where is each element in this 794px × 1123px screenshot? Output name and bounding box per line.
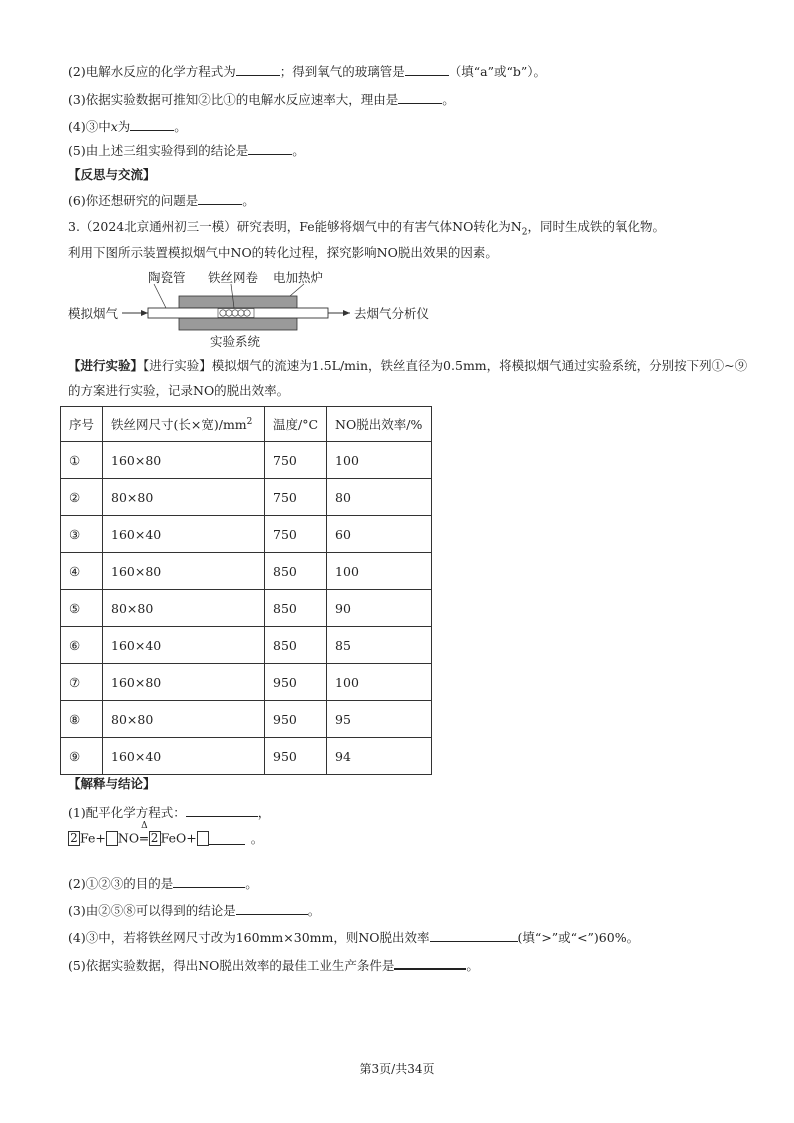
table-row: ④ 160×80 850 100 [61,553,432,590]
coef-box-fe[interactable]: 2 [68,831,80,846]
q2-line-2: (2)电解水反应的化学方程式为 ；得到氧气的玻璃管是 （填“a”或“b”）。 [68,64,547,79]
header-cell: 序号 [61,407,103,442]
header-cell: 铁丝网尺寸(长×宽)$/mm^2$ [103,407,265,442]
label-furnace: 电加热炉 [273,270,324,285]
balance-equation: 2 Fe+ NO Δ ═ 2 FeO+ 。 [68,829,263,855]
q2-line-5: (5)由上述三组实验得到的结论是 。 [68,143,305,158]
answer-blank[interactable] [405,62,449,76]
answer-blank[interactable] [198,191,242,205]
header-cell: 温度/°C [265,407,327,442]
answer-blank[interactable] [398,90,442,104]
heat-condition: Δ ═ [140,821,148,846]
page-footer: 第3页/共34页 [359,1062,435,1076]
label-simulated-gas: 模拟烟气 [68,306,119,321]
table-row: ⑤ 80×80 850 90 [61,590,432,627]
answer-blank[interactable] [236,62,280,76]
inlet-arrow-icon [141,310,148,316]
furnace-bottom [179,318,297,330]
c-line-2: (2)①②③的目的是 。 [68,876,258,891]
q2-line-6: (6)你还想研究的问题是 。 [68,193,255,208]
table-row: ⑨ 160×40 950 94 [61,738,432,775]
table-row: ⑦ 160×80 950 100 [61,664,432,701]
table-row: ⑥ 160×40 850 85 [61,627,432,664]
table-row: ③ 160×40 750 60 [61,516,432,553]
answer-blank[interactable] [394,955,466,970]
table-row: ① 160×80 750 100 [61,442,432,479]
reflect-heading: 【反思与交流】 [68,167,156,182]
label-iron-mesh: 铁丝网卷 [208,270,259,285]
coef-box-no[interactable] [106,831,118,846]
answer-blank[interactable] [130,117,174,131]
experiment-table [60,406,432,775]
leader-furnace [290,284,304,296]
answer-blank[interactable] [248,141,292,155]
furnace-top [179,296,297,308]
c-line-5: (5)依据实验数据，得出NO脱出效率的最佳工业生产条件是 。 [68,955,479,975]
c-line-4: (4)③中，若将铁丝网尺寸改为160mm×30mm，则NO脱出效率 (填“>”或“<”)60%。 [68,930,640,945]
product-box[interactable] [197,831,209,846]
label-system: 实验系统 [210,334,261,349]
q3-intro-line-2: 利用下图所示装置模拟烟气中NO的转化过程，探究影响NO脱出效果的因素。 [68,245,498,260]
table-row: ② 80×80 750 80 [61,479,432,516]
q3-intro-line-1: 3.（2024北京通州初三一模）研究表明，Fe能够将烟气中的有害气体NO转化为$N_2$，同时生成铁的氧化物。 [68,219,665,238]
c-line-1: (1)配平化学方程式： ， [68,805,271,820]
coef-box-feo[interactable]: 2 [149,831,161,846]
q2-line-4: (4)③中x为 。 [68,119,187,134]
outlet-arrow-icon [343,310,350,316]
apparatus-diagram [68,268,488,350]
c-line-3: (3)由②⑤⑧可以得到的结论是 。 [68,903,321,918]
apparatus-svg [68,268,488,350]
label-ceramic-tube: 陶瓷管 [148,270,186,285]
label-analyzer: 去烟气分析仪 [354,306,430,321]
q2-line-3: (3)依据实验数据可推知②比①的电解水反应速率大，理由是 。 [68,92,455,107]
answer-blank[interactable] [209,831,245,845]
table-row: ⑧ 80×80 950 95 [61,701,432,738]
answer-blank[interactable] [186,803,258,817]
answer-blank[interactable] [236,901,308,915]
conclusion-heading: 【解释与结论】 [68,776,156,791]
header-cell: NO脱出效率/% [327,407,432,442]
leader-tube [154,284,166,308]
answer-blank[interactable] [430,928,518,942]
exp-line-2: 的方案进行实验，记录NO的脱出效率。 [68,383,290,398]
exp-line-1: 【进行实验】【进行实验】模拟烟气的流速为1.5L/min，铁丝直径为0.5mm，将模拟烟气通过实验系统，分别按下列①~⑨ [68,358,748,373]
table-header-row [61,407,432,442]
answer-blank[interactable] [173,874,245,888]
